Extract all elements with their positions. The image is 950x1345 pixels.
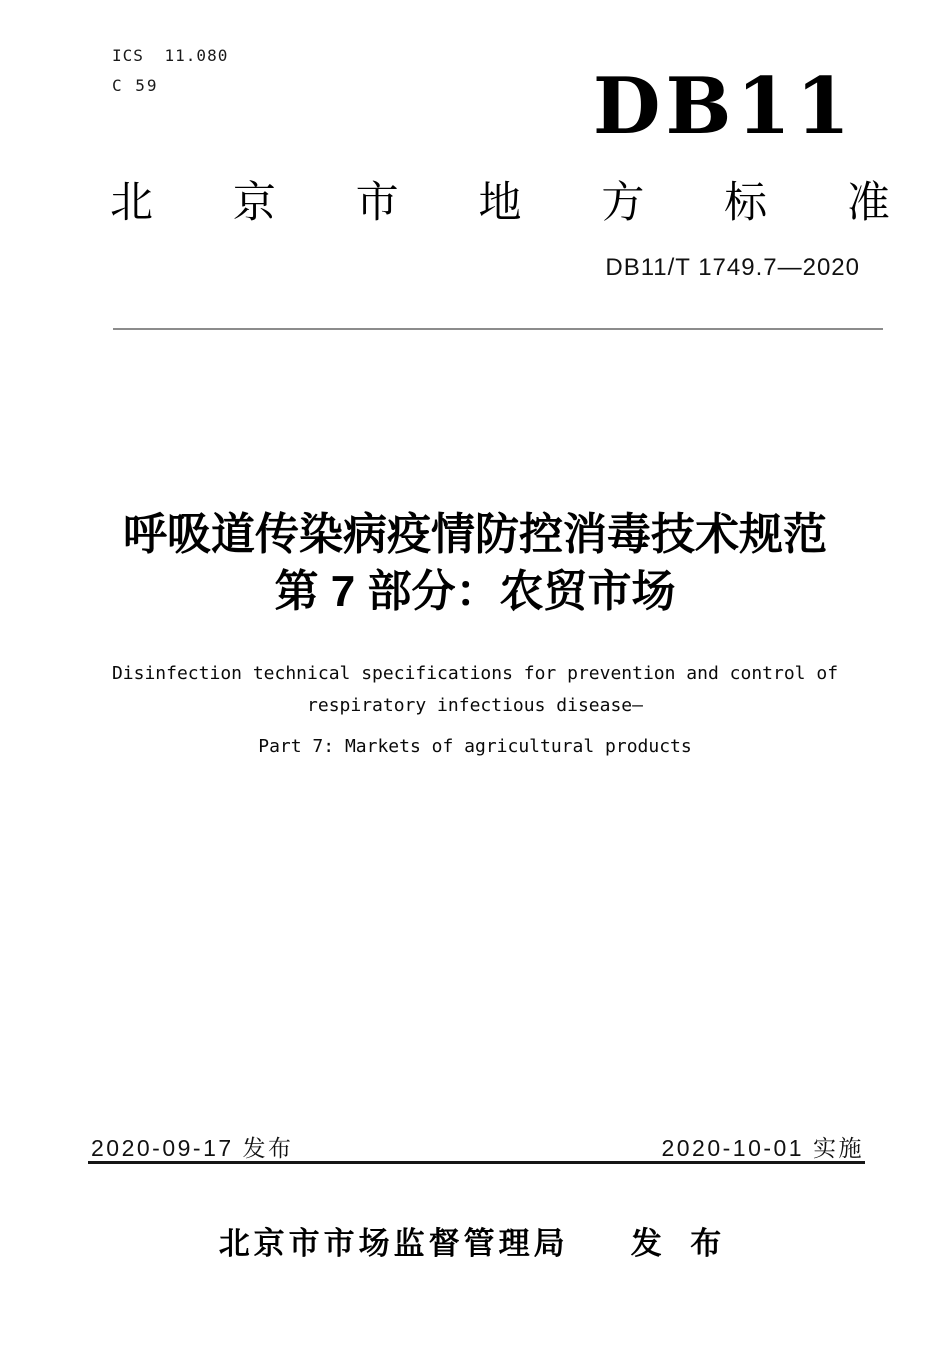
footer-divider-line [88,1161,865,1164]
document-title-line1: 呼吸道传染病疫情防控消毒技术规范 [123,510,827,559]
issue-date: 2020-09-17 发布 [91,1135,294,1161]
standard-number: DB11/T 1749.7—2020 [605,254,860,281]
ics-code: ICS 11.080 [112,46,229,65]
standard-type-char: 准 [846,179,890,227]
english-title-line2: respiratory infectious disease— [307,695,643,716]
publish-label: 发 布 [630,1226,732,1261]
standard-type-title [110,180,890,227]
document-title [0,506,950,620]
db11-logo: DB11 [592,61,855,152]
publisher-name: 北京市市场监督管理局 [218,1226,569,1261]
english-subtitle: Part 7: Markets of agricultural products [258,736,692,757]
standard-type-char: 北 [110,179,153,227]
dates-row [91,1130,864,1163]
standard-type-char: 标 [724,179,768,227]
english-title-line1: Disinfection technical specifications for prevention and control of [111,663,839,684]
document-title-line2: 第 7 部分：农贸市场 [274,567,676,616]
implementation-date: 2020-10-01 实施 [661,1135,864,1161]
standard-type-char: 市 [355,179,399,227]
header-divider-line [113,328,883,330]
english-title [0,658,950,763]
standard-type-char: 方 [601,179,645,227]
publisher-row [0,1218,950,1263]
standard-type-char: 京 [232,179,276,227]
document-classification-code: C 59 [112,76,159,95]
standard-type-char: 地 [478,179,522,227]
